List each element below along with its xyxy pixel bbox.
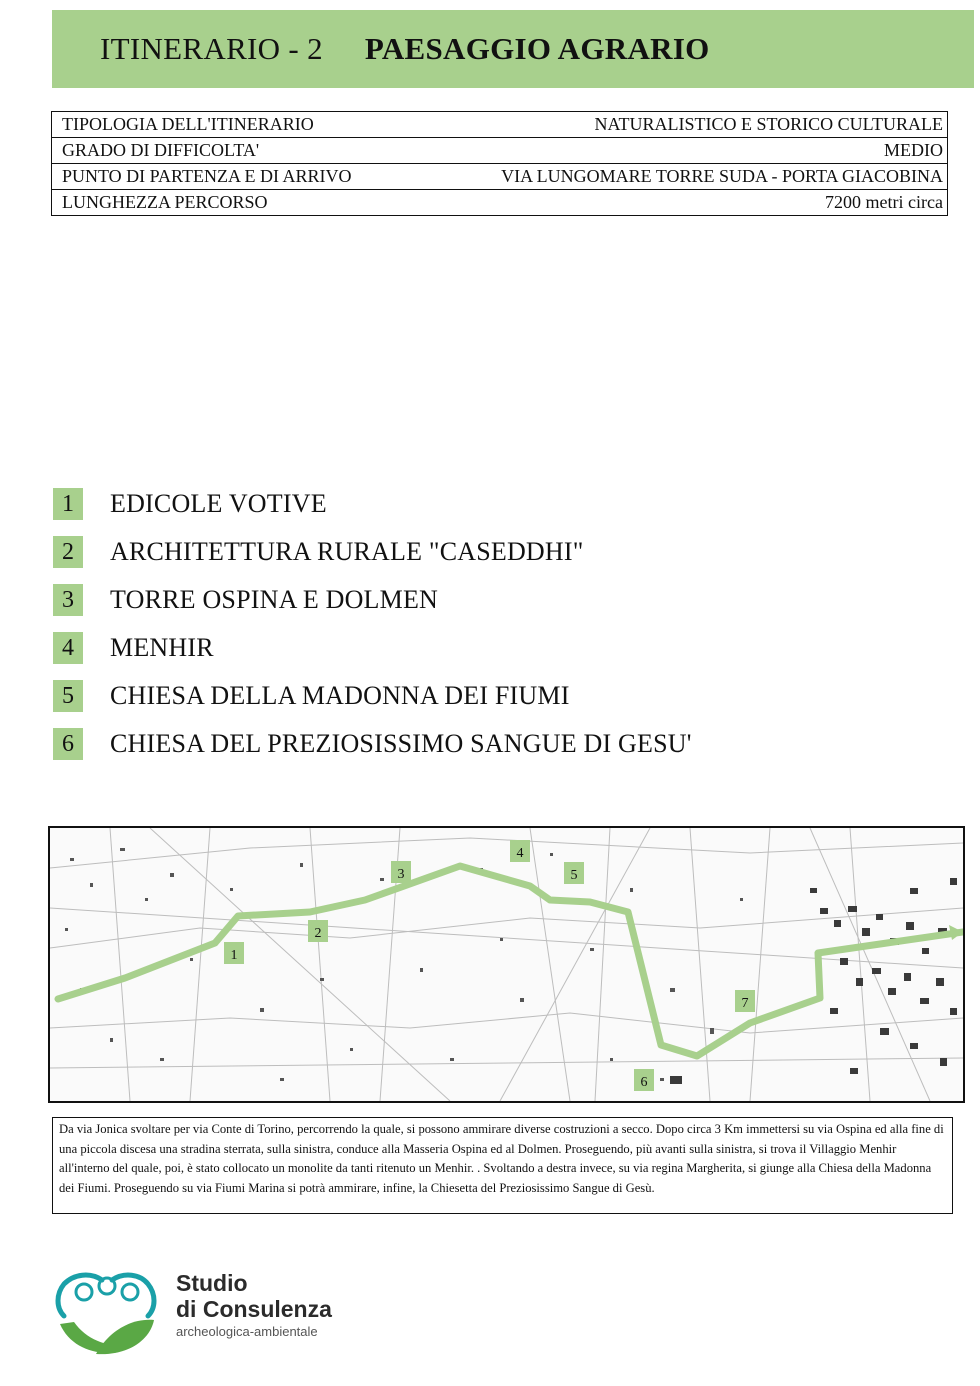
legend-label: EDICOLE VOTIVE xyxy=(110,489,327,518)
route-description: Da via Jonica svoltare per via Conte di Torino, percorrendo la quale, si possono ammirare diverse costruzioni a secco. Dopo circa 3 Km immettersi su via Ospina ed alla fine di una piccola discesa una stradina sterrata, sulla sinistra, conduce alla Masseria Ospina ed al Dolmen. Proseguendo, più avanti sulla sinistra, si trova il Villaggio Menhir all'interno del quale, poi, è stato collocato un monolite da tanti ritenuto un Menhir. . Svoltando a destra invece, su via regina Margherita, si giunge alla Chiesa della Madonna dei Fiumi. Proseguendo su via Fiumi Marina si potrà ammirare, infine, la Chiesetta del Preziosissimo Sangue di Gesù. xyxy=(52,1117,953,1214)
info-row-difficulty xyxy=(52,138,948,164)
map-marker-5 xyxy=(564,862,584,884)
legend-label: ARCHITETTURA RURALE "CASEDDHI" xyxy=(110,537,584,566)
legend-number: 3 xyxy=(53,584,83,616)
legend-label: CHIESA DEL PREZIOSISSIMO SANGUE DI GESU' xyxy=(110,729,692,758)
marker-label: 5 xyxy=(570,868,578,883)
map-marker-6 xyxy=(634,1069,654,1091)
route-map-svg xyxy=(50,828,963,1101)
legend-number: 2 xyxy=(53,536,83,568)
marker-label: 4 xyxy=(516,846,524,861)
info-value: NATURALISTICO E STORICO CULTURALE xyxy=(410,112,948,138)
marker-label: 3 xyxy=(397,867,405,882)
logo-line-2: di Consulenza xyxy=(176,1296,332,1322)
info-row-start-end xyxy=(52,164,948,190)
map-marker-3 xyxy=(391,861,411,883)
info-label: LUNGHEZZA PERCORSO xyxy=(52,190,410,216)
legend-item xyxy=(53,720,692,768)
points-of-interest-legend xyxy=(53,480,692,768)
info-label: PUNTO DI PARTENZA E DI ARRIVO xyxy=(52,164,410,190)
logo-leaf-icon xyxy=(52,1262,162,1362)
map-marker-1 xyxy=(224,942,244,964)
map-streets xyxy=(50,828,963,1101)
legend-item xyxy=(53,624,692,672)
logo-line-1: Studio xyxy=(176,1270,248,1296)
marker-label: 2 xyxy=(314,926,322,941)
legend-number: 6 xyxy=(53,728,83,760)
legend-number: 4 xyxy=(53,632,83,664)
map-marker-4 xyxy=(510,840,530,862)
legend-label: CHIESA DELLA MADONNA DEI FIUMI xyxy=(110,681,570,710)
info-value: 7200 metri circa xyxy=(410,190,948,216)
marker-label: 7 xyxy=(741,996,749,1011)
map-marker-7 xyxy=(735,990,755,1012)
map-town-blocks xyxy=(670,878,957,1084)
marker-label: 1 xyxy=(230,948,238,963)
itinerary-info-table xyxy=(51,111,948,216)
legend-item xyxy=(53,672,692,720)
legend-number: 1 xyxy=(53,488,83,520)
itinerary-title: PAESAGGIO AGRARIO xyxy=(364,31,710,66)
legend-item xyxy=(53,528,692,576)
legend-label: TORRE OSPINA E DOLMEN xyxy=(110,585,439,614)
info-label: GRADO DI DIFFICOLTA' xyxy=(52,138,410,164)
studio-logo xyxy=(52,1262,412,1362)
logo-text xyxy=(176,1270,332,1339)
legend-item xyxy=(53,576,692,624)
itinerary-number: ITINERARIO - 2 xyxy=(100,31,323,66)
info-row-type xyxy=(52,112,948,138)
legend-item xyxy=(53,480,692,528)
info-label: TIPOLOGIA DELL'ITINERARIO xyxy=(52,112,410,138)
legend-label: MENHIR xyxy=(110,633,214,662)
legend-number: 5 xyxy=(53,680,83,712)
map-marker-2 xyxy=(308,920,328,942)
route-map xyxy=(48,826,965,1103)
logo-line-3: archeologica-ambientale xyxy=(176,1324,318,1339)
info-value: MEDIO xyxy=(410,138,948,164)
info-value: VIA LUNGOMARE TORRE SUDA - PORTA GIACOBINA xyxy=(410,164,948,190)
marker-label: 6 xyxy=(640,1075,648,1090)
title-banner xyxy=(52,10,974,88)
route-direction-arrow xyxy=(949,925,963,940)
info-row-length xyxy=(52,190,948,216)
